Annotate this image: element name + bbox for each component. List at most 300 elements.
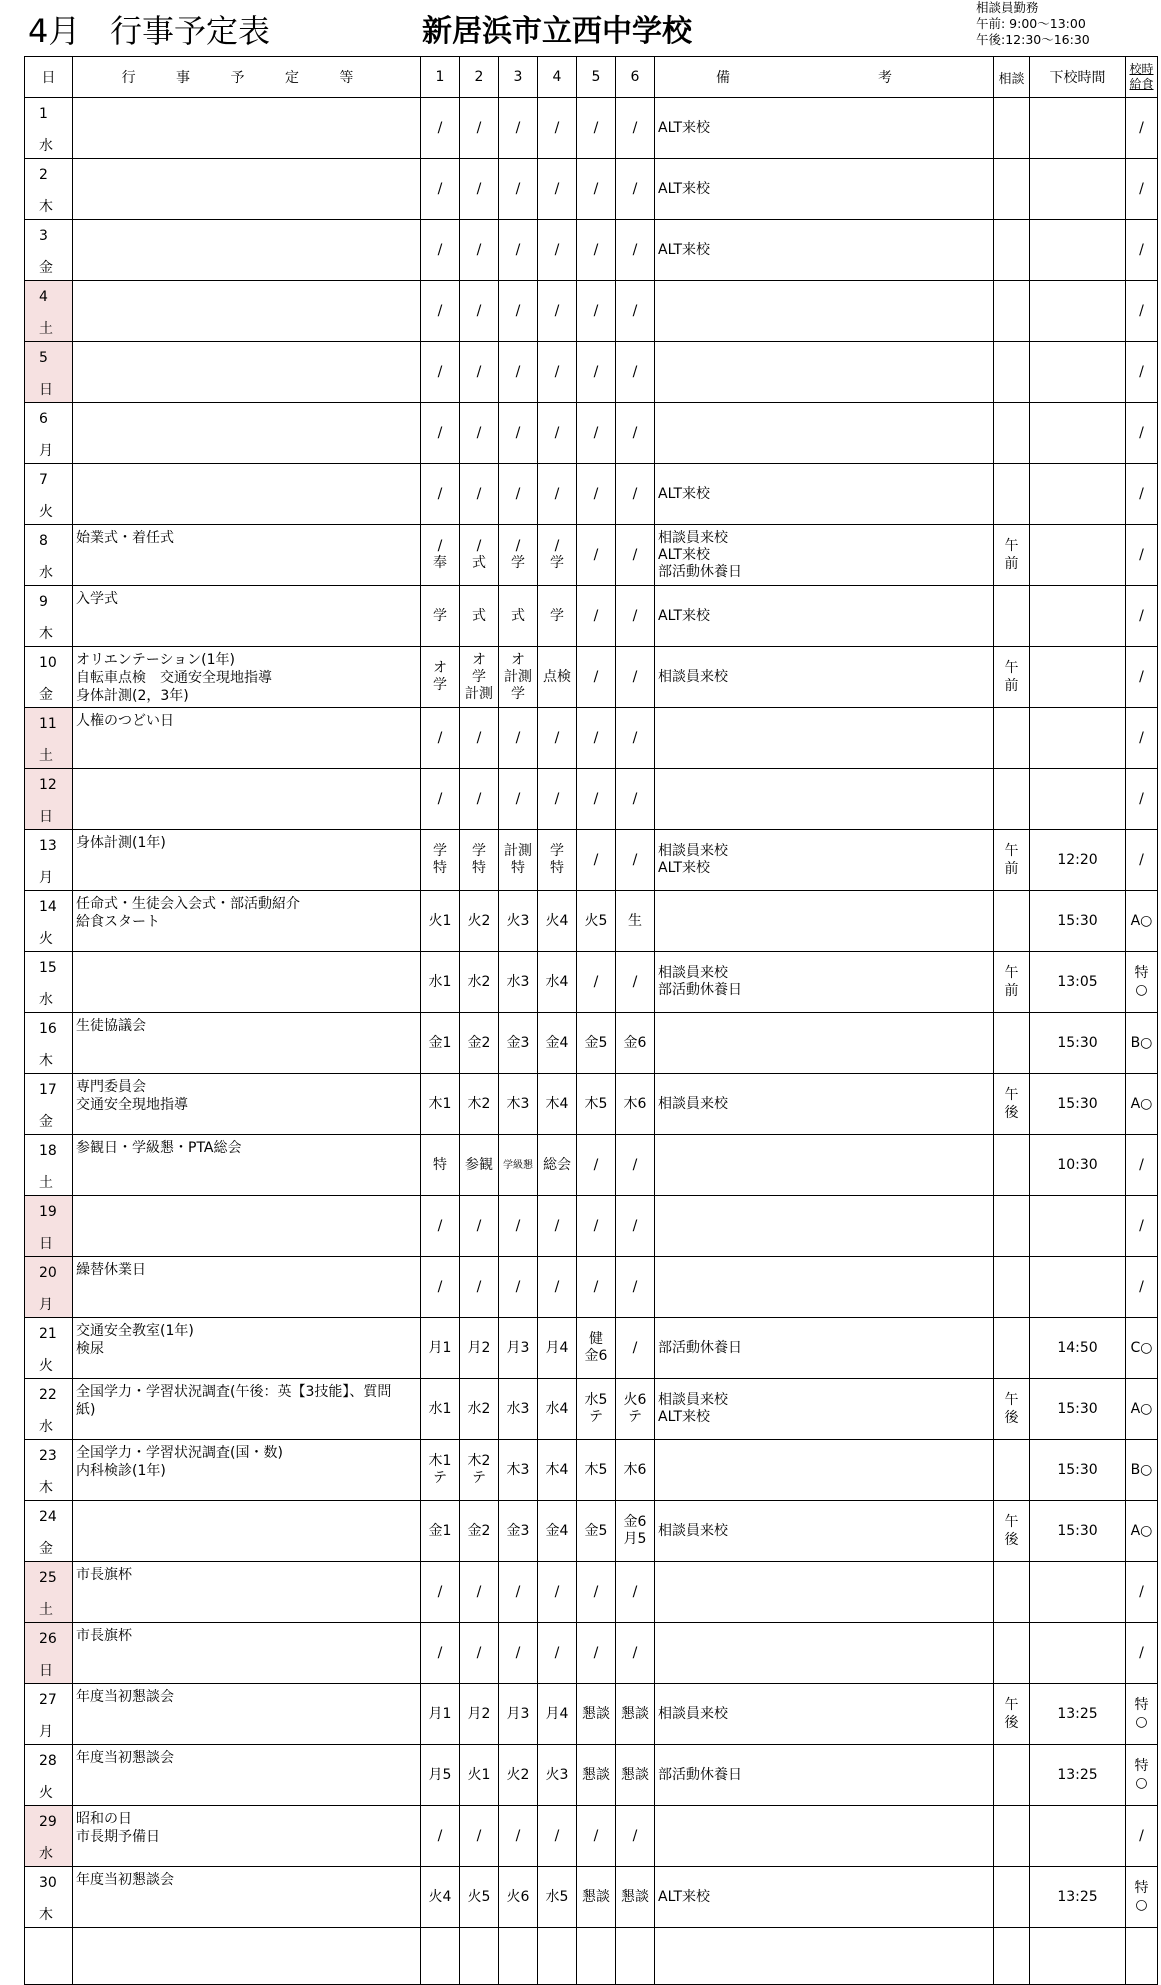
period-5-cell — [577, 1135, 616, 1196]
consult-cell — [994, 464, 1030, 525]
consult-text: 午 — [1004, 1697, 1019, 1713]
period-5-cell — [577, 1196, 616, 1257]
events-cell — [73, 1013, 421, 1074]
consult-text: 午 — [1004, 1514, 1019, 1530]
period-4-cell — [538, 1623, 577, 1684]
period-text: / — [476, 1644, 482, 1661]
day-row — [25, 220, 1158, 281]
period-text: 学 — [433, 677, 447, 693]
day-row — [25, 464, 1158, 525]
blank-cell — [421, 1928, 460, 1985]
day-number: 2 — [39, 167, 48, 183]
period-1-cell — [421, 1196, 460, 1257]
remark-line: ALT来校 — [658, 546, 711, 563]
period-1-cell — [421, 159, 460, 220]
consult-cell — [994, 708, 1030, 769]
period-text: 特 — [550, 860, 564, 876]
period-text: 特 — [433, 860, 447, 876]
period-text: 火2 — [467, 912, 491, 929]
lunch-text: A○ — [1130, 1095, 1153, 1112]
period-1-cell — [421, 403, 460, 464]
remarks-cell — [655, 891, 994, 952]
day-weekday: 金 — [39, 1541, 53, 1557]
day-cell — [25, 1562, 73, 1623]
lunch-cell — [1126, 525, 1158, 586]
day-cell — [25, 1501, 73, 1562]
period-text: 学 — [433, 843, 447, 859]
period-5-cell — [577, 403, 616, 464]
period-4-cell — [538, 952, 577, 1013]
dismissal-time — [1030, 98, 1126, 159]
period-4-cell — [538, 1013, 577, 1074]
period-5-cell — [577, 586, 616, 647]
period-text: 木2 — [467, 1453, 491, 1469]
remark-line: 部活動休養日 — [658, 563, 742, 580]
day-weekday: 日 — [39, 1236, 53, 1252]
period-text: 学級懇 — [503, 1159, 533, 1171]
consult-cell — [994, 1867, 1030, 1928]
period-5-cell — [577, 281, 616, 342]
period-5-cell — [577, 1623, 616, 1684]
events-cell — [73, 525, 421, 586]
dismissal-time: 14:50 — [1030, 1318, 1126, 1379]
period-text: 月2 — [467, 1705, 491, 1722]
day-number: 25 — [39, 1570, 57, 1586]
event-line: 生徒協議会 — [76, 1018, 146, 1034]
period-1-cell — [421, 1623, 460, 1684]
period-2-cell — [460, 403, 499, 464]
period-text: 火5 — [584, 912, 608, 929]
period-text: / — [632, 729, 638, 746]
period-1-cell — [421, 1074, 460, 1135]
blank-cell — [1126, 1928, 1158, 1985]
event-line: 身体計測(2，3年) — [76, 688, 189, 704]
lunch-text: 特 — [1134, 1880, 1149, 1896]
period-text: / — [632, 607, 638, 624]
period-4-cell — [538, 830, 577, 891]
period-text: / — [554, 180, 560, 197]
period-text: 金4 — [545, 1522, 569, 1539]
dismissal-time — [1030, 342, 1126, 403]
day-cell — [25, 647, 73, 708]
period-2-cell — [460, 98, 499, 159]
period-text: 学 — [472, 668, 486, 685]
period-text: 水1 — [428, 973, 452, 990]
header-events: 行 事 予 定 等 — [73, 57, 421, 98]
period-text: / — [632, 546, 638, 563]
events-cell — [73, 1318, 421, 1379]
day-number: 6 — [39, 411, 48, 427]
period-text: / — [593, 1583, 599, 1600]
period-text: 木3 — [506, 1461, 530, 1478]
period-text: 金5 — [584, 1034, 608, 1051]
lunch-text: / — [1139, 180, 1144, 197]
month-title: 4月 — [28, 12, 81, 50]
period-text: / — [593, 607, 599, 624]
period-5-cell — [577, 342, 616, 403]
header-period-5: 5 — [577, 57, 616, 98]
period-text: 木6 — [623, 1461, 647, 1478]
period-3-cell — [499, 220, 538, 281]
period-text: / — [437, 424, 443, 441]
period-3-cell — [499, 769, 538, 830]
period-text: 式 — [511, 607, 525, 624]
document-title: 行事予定表 — [110, 12, 271, 50]
lunch-text: / — [1139, 424, 1144, 441]
period-text: / — [515, 790, 521, 807]
period-text: テ — [628, 1409, 642, 1425]
period-4-cell — [538, 1318, 577, 1379]
day-row — [25, 525, 1158, 586]
remark-line: 相談員来校 — [658, 529, 728, 546]
day-cell — [25, 952, 73, 1013]
event-line: 参観日・学級懇・PTA総会 — [76, 1140, 242, 1156]
period-3-cell — [499, 1867, 538, 1928]
period-4-cell — [538, 525, 577, 586]
period-2-cell — [460, 1440, 499, 1501]
period-text: 月5 — [623, 1531, 647, 1547]
event-line: 交通安全教室(1年) — [76, 1323, 194, 1339]
period-6-cell — [616, 891, 655, 952]
day-cell — [25, 403, 73, 464]
remarks-cell — [655, 1867, 994, 1928]
period-text: / — [632, 1827, 638, 1844]
period-6-cell — [616, 1806, 655, 1867]
period-6-cell — [616, 1562, 655, 1623]
lunch-text: / — [1139, 1583, 1144, 1600]
dismissal-time — [1030, 1196, 1126, 1257]
period-1-cell — [421, 830, 460, 891]
period-2-cell — [460, 1562, 499, 1623]
period-6-cell — [616, 220, 655, 281]
event-line: 身体計測(1年) — [76, 835, 166, 851]
event-line: 市長旗杯 — [76, 1628, 132, 1644]
events-cell — [73, 1623, 421, 1684]
remarks-cell — [655, 1440, 994, 1501]
period-text: / — [632, 1156, 638, 1173]
header-lunch-line2: 給食 — [1129, 77, 1154, 91]
period-text: / — [593, 1644, 599, 1661]
day-cell — [25, 1318, 73, 1379]
lunch-text: 特 — [1134, 965, 1149, 981]
lunch-text: ○ — [1135, 1714, 1148, 1730]
period-text: / — [554, 790, 560, 807]
period-4-cell — [538, 891, 577, 952]
day-number: 23 — [39, 1448, 57, 1464]
period-text: / — [632, 1278, 638, 1295]
remarks-cell — [655, 1562, 994, 1623]
events-cell — [73, 647, 421, 708]
period-4-cell — [538, 1501, 577, 1562]
period-1-cell — [421, 1684, 460, 1745]
period-text: 木1 — [428, 1453, 452, 1469]
period-4-cell — [538, 1379, 577, 1440]
day-row — [25, 1196, 1158, 1257]
period-4-cell — [538, 1867, 577, 1928]
period-text: / — [476, 302, 482, 319]
day-row — [25, 1257, 1158, 1318]
remark-line: ALT来校 — [658, 241, 711, 258]
period-text: オ — [433, 660, 447, 676]
events-cell — [73, 1135, 421, 1196]
period-6-cell — [616, 159, 655, 220]
period-3-cell — [499, 1440, 538, 1501]
period-2-cell — [460, 891, 499, 952]
period-3-cell — [499, 1013, 538, 1074]
consult-cell — [994, 1074, 1030, 1135]
period-text: 計測 — [465, 685, 493, 702]
day-weekday: 月 — [39, 443, 53, 459]
period-text: 懇談 — [582, 1705, 610, 1722]
events-cell — [73, 586, 421, 647]
day-weekday: 水 — [39, 992, 53, 1008]
event-line: 年度当初懇談会 — [76, 1689, 174, 1705]
day-weekday: 火 — [39, 504, 53, 520]
event-line: 交通安全現地指導 — [76, 1097, 188, 1113]
day-row — [25, 1013, 1158, 1074]
day-row — [25, 647, 1158, 708]
remark-line: 部活動休養日 — [658, 1339, 742, 1356]
day-number: 1 — [39, 106, 48, 122]
consult-text: 前 — [1004, 556, 1019, 572]
day-row — [25, 1684, 1158, 1745]
period-text: / — [437, 729, 443, 746]
blank-cell — [577, 1928, 616, 1985]
period-6-cell — [616, 1257, 655, 1318]
period-text: 学 — [550, 607, 564, 624]
day-number: 8 — [39, 533, 48, 549]
remarks-cell — [655, 1623, 994, 1684]
period-text: / — [554, 1644, 560, 1661]
period-4-cell — [538, 1257, 577, 1318]
event-line: 市長旗杯 — [76, 1567, 132, 1583]
period-1-cell — [421, 525, 460, 586]
day-cell — [25, 1440, 73, 1501]
period-text: / — [593, 424, 599, 441]
period-text: / — [437, 1827, 443, 1844]
period-6-cell — [616, 1135, 655, 1196]
header-period-3: 3 — [499, 57, 538, 98]
period-text: / — [632, 302, 638, 319]
consult-text: 午 — [1004, 660, 1019, 676]
lunch-cell — [1126, 1623, 1158, 1684]
remark-line: ALT来校 — [658, 860, 711, 876]
period-text: / — [593, 546, 599, 563]
events-cell — [73, 1806, 421, 1867]
events-cell — [73, 891, 421, 952]
dismissal-time — [1030, 220, 1126, 281]
day-weekday: 月 — [39, 870, 53, 886]
period-4-cell — [538, 1684, 577, 1745]
period-5-cell — [577, 1013, 616, 1074]
period-1-cell — [421, 1806, 460, 1867]
period-text: 金4 — [545, 1034, 569, 1051]
event-line: 年度当初懇談会 — [76, 1872, 174, 1888]
period-4-cell — [538, 403, 577, 464]
period-2-cell — [460, 1745, 499, 1806]
lunch-text: / — [1139, 485, 1144, 502]
day-number: 30 — [39, 1875, 57, 1891]
period-4-cell — [538, 586, 577, 647]
period-text: 学 — [472, 843, 486, 859]
period-6-cell — [616, 464, 655, 525]
day-row — [25, 1562, 1158, 1623]
lunch-text: / — [1139, 363, 1144, 380]
consult-cell — [994, 281, 1030, 342]
period-4-cell — [538, 1074, 577, 1135]
period-3-cell — [499, 647, 538, 708]
period-text: 月1 — [428, 1705, 452, 1722]
period-1-cell — [421, 1440, 460, 1501]
consult-text: 前 — [1004, 983, 1019, 999]
period-3-cell — [499, 1806, 538, 1867]
period-text: 水2 — [467, 1400, 491, 1417]
period-text: 火2 — [506, 1766, 530, 1783]
period-6-cell — [616, 1318, 655, 1379]
period-3-cell — [499, 1196, 538, 1257]
period-2-cell — [460, 464, 499, 525]
remarks-cell — [655, 1135, 994, 1196]
lunch-cell — [1126, 1440, 1158, 1501]
lunch-cell — [1126, 1013, 1158, 1074]
period-6-cell — [616, 1440, 655, 1501]
day-number: 7 — [39, 472, 48, 488]
event-line: 内科検診(1年) — [76, 1463, 166, 1479]
period-text: 金6 — [584, 1348, 608, 1364]
period-text: / — [593, 1827, 599, 1844]
period-text: / — [515, 1827, 521, 1844]
period-text: / — [554, 302, 560, 319]
period-text: 懇談 — [621, 1766, 649, 1783]
consult-cell — [994, 830, 1030, 891]
consult-text: 午 — [1004, 1392, 1019, 1408]
period-4-cell — [538, 1196, 577, 1257]
remark-line: 相談員来校 — [658, 843, 728, 859]
period-text: / — [593, 180, 599, 197]
events-cell — [73, 403, 421, 464]
period-text: / — [515, 424, 521, 441]
dismissal-time — [1030, 281, 1126, 342]
period-5-cell — [577, 1257, 616, 1318]
period-text: / — [515, 119, 521, 136]
period-3-cell — [499, 1379, 538, 1440]
day-row — [25, 586, 1158, 647]
day-cell — [25, 220, 73, 281]
event-line: 任命式・生徒会入会式・部活動紹介 — [76, 896, 300, 912]
day-number: 22 — [39, 1387, 57, 1403]
day-weekday: 水 — [39, 1419, 53, 1435]
day-number: 11 — [39, 716, 57, 732]
event-line: 自転車点検 交通安全現地指導 — [76, 670, 272, 686]
consult-cell — [994, 1318, 1030, 1379]
school-name: 新居浜市立西中学校 — [422, 14, 692, 49]
blank-row — [25, 1928, 1158, 1985]
lunch-cell — [1126, 1135, 1158, 1196]
dismissal-time — [1030, 769, 1126, 830]
period-text: / — [632, 1217, 638, 1234]
lunch-cell — [1126, 159, 1158, 220]
blank-cell — [460, 1928, 499, 1985]
period-text: テ — [472, 1470, 486, 1486]
dismissal-time: 13:25 — [1030, 1684, 1126, 1745]
period-text: 火6 — [506, 1888, 530, 1905]
lunch-text: ○ — [1135, 982, 1148, 998]
consult-cell — [994, 98, 1030, 159]
day-weekday: 土 — [39, 321, 53, 337]
period-text: / — [437, 302, 443, 319]
blank-cell — [25, 1928, 73, 1985]
period-5-cell — [577, 891, 616, 952]
day-row — [25, 1806, 1158, 1867]
period-5-cell — [577, 1562, 616, 1623]
lunch-text: / — [1139, 790, 1144, 807]
period-3-cell — [499, 1257, 538, 1318]
consult-cell — [994, 647, 1030, 708]
consult-cell — [994, 1623, 1030, 1684]
day-row — [25, 891, 1158, 952]
header-day: 日 — [25, 57, 73, 98]
period-text: / — [632, 180, 638, 197]
day-row — [25, 1135, 1158, 1196]
remark-line: ALT来校 — [658, 607, 711, 624]
day-weekday: 木 — [39, 1907, 53, 1923]
day-weekday: 月 — [39, 1724, 53, 1740]
period-6-cell — [616, 403, 655, 464]
remark-line: 相談員来校 — [658, 1705, 728, 1722]
lunch-cell — [1126, 1562, 1158, 1623]
consult-cell — [994, 1562, 1030, 1623]
remarks-cell — [655, 1745, 994, 1806]
period-text: / — [476, 180, 482, 197]
period-text: 月1 — [428, 1339, 452, 1356]
period-3-cell — [499, 159, 538, 220]
lunch-cell — [1126, 281, 1158, 342]
remark-line: 相談員来校 — [658, 1522, 728, 1539]
lunch-text: / — [1139, 1217, 1144, 1234]
schedule-table — [24, 56, 1158, 1985]
lunch-text: 特 — [1134, 1758, 1149, 1774]
period-6-cell — [616, 647, 655, 708]
period-text: オ — [472, 651, 486, 668]
day-weekday: 土 — [39, 1175, 53, 1191]
lunch-text: / — [1139, 1644, 1144, 1661]
consult-cell — [994, 891, 1030, 952]
header-lunch — [1126, 57, 1158, 98]
lunch-text: B○ — [1130, 1461, 1153, 1478]
period-5-cell — [577, 647, 616, 708]
day-row — [25, 1745, 1158, 1806]
period-3-cell — [499, 1562, 538, 1623]
lunch-cell — [1126, 952, 1158, 1013]
lunch-cell — [1126, 1257, 1158, 1318]
period-1-cell — [421, 1379, 460, 1440]
dismissal-time — [1030, 1257, 1126, 1318]
period-text: / — [437, 363, 443, 380]
day-number: 20 — [39, 1265, 57, 1281]
period-5-cell — [577, 1806, 616, 1867]
events-cell — [73, 342, 421, 403]
period-text: 総会 — [543, 1156, 571, 1173]
period-text: 学 — [433, 607, 447, 624]
period-text: / — [593, 241, 599, 258]
period-text: / — [515, 1583, 521, 1600]
day-row — [25, 98, 1158, 159]
period-5-cell — [577, 708, 616, 769]
period-3-cell — [499, 98, 538, 159]
dismissal-time — [1030, 464, 1126, 525]
event-line: 専門委員会 — [76, 1079, 146, 1095]
lunch-cell — [1126, 1806, 1158, 1867]
